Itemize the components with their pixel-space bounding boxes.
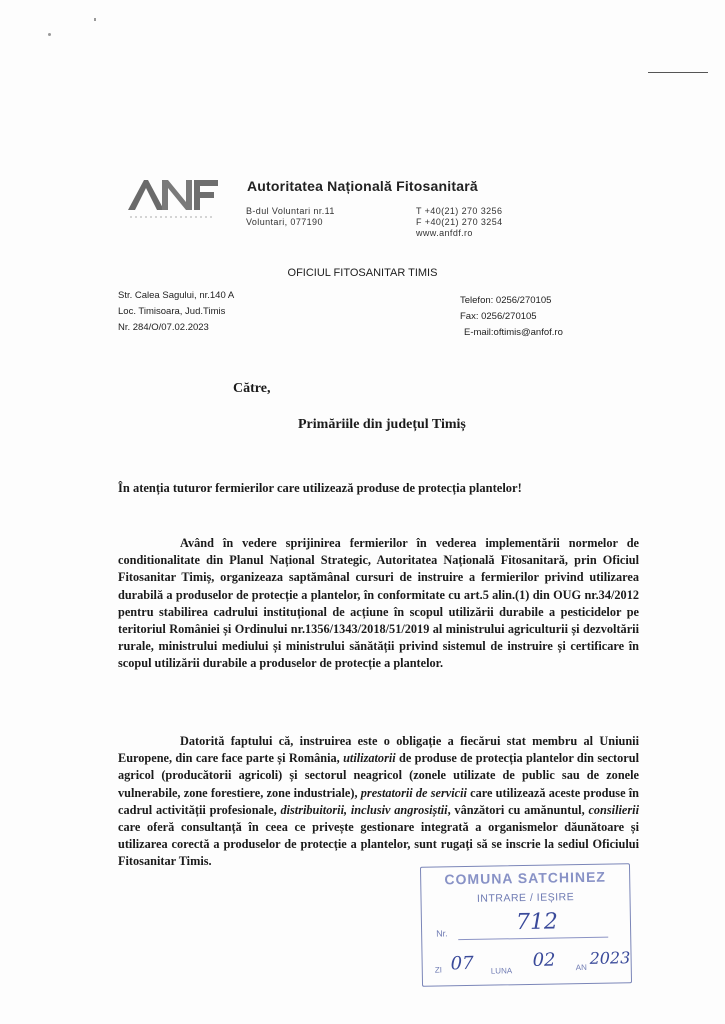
recipient: Primăriile din județul Timiș <box>298 417 466 432</box>
attention-line: În atenția tuturor fermierilor care utilizează produse de protecția plantelor! <box>118 481 522 495</box>
salutation: Către, <box>233 381 271 396</box>
anf-logo <box>126 176 222 222</box>
stamp-date-row <box>433 948 631 976</box>
paragraph2-emphasis: consilierii <box>588 802 639 817</box>
office-street: Str. Calea Sagului, nr.140 A <box>118 290 235 301</box>
scan-speck <box>48 33 51 36</box>
office-phone: Telefon: 0256/270105 <box>460 295 552 306</box>
agency-name: Autoritatea Națională Fitosanitară <box>247 178 478 194</box>
office-address-block <box>118 288 234 336</box>
agency-address <box>246 206 335 228</box>
paragraph2-text: de produse de protecția plantelor din sectorul agricol (producătorii agricoli) și sectorul neagricol (zonele utilizate de public sau de zonele vulnerabile, zone forestiere, zone industriale), <box>118 751 639 800</box>
agency-phone: T +40(21) 270 3256 <box>416 206 503 216</box>
office-contact-block <box>460 293 563 341</box>
paragraph2-emphasis: distribuitorii, inclusiv angrosiștii <box>280 802 448 817</box>
stamp-month-label: LUNA <box>490 966 513 976</box>
stamp-year-label: AN <box>575 962 587 973</box>
stamp-month-value: 02 <box>532 949 556 971</box>
anf-logo-mark <box>126 176 222 222</box>
document-reference: Nr. 284/O/07.02.2023 <box>118 322 209 333</box>
paragraph2-emphasis: prestatorii de servicii <box>360 785 467 800</box>
stamp-year-value: 2023 <box>589 948 631 968</box>
paragraph2-text: , vânzători cu amănuntul, <box>447 802 589 817</box>
agency-contact <box>416 206 503 239</box>
paragraph2-text: Datorită faptului că, instruirea este o obligație a fiecărui stat membru al Uniunii Europene, din care face parte și România, <box>118 734 639 766</box>
office-locality: Loc. Timisoara, Jud.Timis <box>118 306 226 317</box>
agency-fax: F +40(21) 270 3254 <box>416 217 503 227</box>
registration-stamp <box>420 863 632 987</box>
office-fax: Fax: 0256/270105 <box>460 311 537 322</box>
paragraph2-emphasis: utilizatorii <box>343 751 396 766</box>
office-title: OFICIUL FITOSANITAR TIMIS <box>287 267 438 279</box>
stamp-day-label: ZI <box>434 965 442 975</box>
office-email[interactable]: E-mail:oftimis@anfof.ro <box>464 327 563 338</box>
stamp-nr-line <box>458 937 608 941</box>
scan-speck <box>94 18 96 21</box>
agency-address-line1: B-dul Voluntari nr.11 <box>246 206 335 216</box>
stamp-subtitle: INTRARE / IEȘIRE <box>476 891 575 905</box>
body-paragraph-1: Având în vedere sprijinirea fermierilor în vederea implementării normelor de conditionalitate din Planul Național Strategic, Autoritatea Națională Fitosanitară, prin Oficiul Fitosanitar Timiș, organizeaza saptămânal cursuri de instruire a fermierilor privind utilizarea durabilă a produselor de protecție a plantelor, în conformitate cu art.5 alin.(1) din OUG nr.34/2012 pentru stabilirea cadrului instituțional de acțiune în scopul utilizării durabile a pesticidelor pe teritoriul României și Ordinului nr.1356/1343/2018/51/2019 al ministrului agriculturii și dezvoltării rurale, ministrului mediului și ministrului sănătății privind sistemul de instruire și certificare în scopul utilizării durabile a produselor de protecție a plantelor. <box>118 536 639 671</box>
scan-line <box>648 72 708 73</box>
stamp-title: COMUNA SATCHINEZ <box>444 868 607 888</box>
stamp-nr-value: 712 <box>515 909 559 936</box>
paragraph2-text: care utilizează aceste produse în cadrul activității profesionale, <box>118 785 640 817</box>
stamp-nr-label: Nr. <box>436 928 448 939</box>
body-paragraph-2 <box>118 733 639 871</box>
agency-website[interactable]: www.anfdf.ro <box>416 228 473 238</box>
paragraph2-text: care oferă consultanță în ceea ce privește gestionare integrată a organismelor dăunătoare și utilizarea corectă a produselor de protecție a plantelor, sunt rugați să se inscrie la sediul Oficiului Fitosanitar Timis. <box>118 820 639 869</box>
stamp-day-value: 07 <box>450 952 474 975</box>
agency-address-line2: Voluntari, 077190 <box>246 217 323 227</box>
